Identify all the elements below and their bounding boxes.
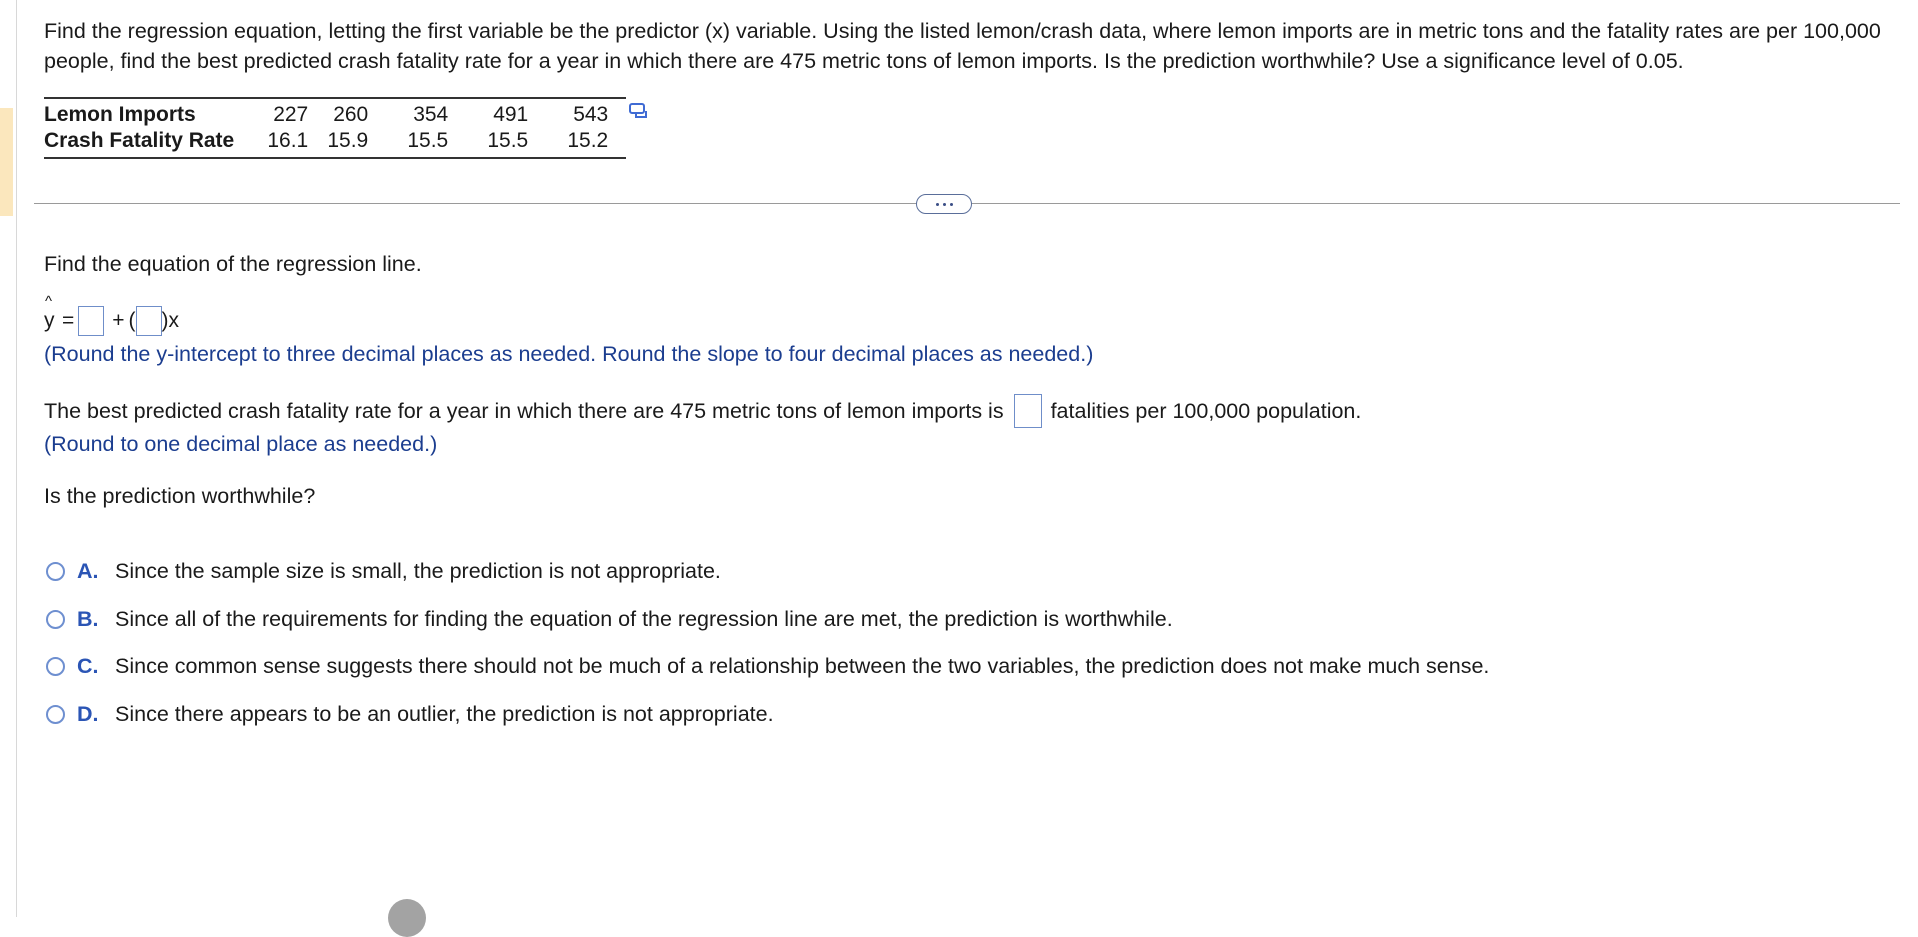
y-letter: y — [44, 309, 55, 332]
option-text: Since the sample size is small, the prediction is not appropriate. — [115, 559, 721, 584]
option-b[interactable] — [46, 596, 1489, 644]
prediction-sentence — [44, 394, 1361, 428]
dot-icon — [943, 203, 946, 206]
table-cell: 16.1 — [252, 128, 308, 158]
option-letter: B. — [77, 606, 99, 631]
equals-sign: = — [62, 309, 75, 332]
option-text: Since all of the requirements for finding the equation of the regression line are met, the prediction is worthwhile. — [115, 606, 1173, 631]
more-dots-button[interactable] — [916, 194, 972, 214]
radio-button[interactable] — [46, 562, 65, 581]
prediction-input[interactable] — [1014, 394, 1042, 428]
radio-button[interactable] — [46, 657, 65, 676]
answer-options — [46, 548, 1489, 738]
part2-rounding-hint: (Round to one decimal place as needed.) — [44, 432, 438, 456]
option-a[interactable] — [46, 548, 1489, 596]
close-paren-x: )x — [161, 309, 180, 332]
table-cell: 15.9 — [308, 128, 368, 158]
row-header: Lemon Imports — [44, 98, 252, 128]
table-cell: 354 — [368, 98, 448, 128]
scroll-indicator — [388, 899, 426, 937]
part3-prompt: Is the prediction worthwhile? — [44, 484, 316, 508]
question-highlight-bar — [0, 108, 13, 216]
radio-button[interactable] — [46, 705, 65, 724]
data-table — [44, 97, 626, 159]
table-cell: 227 — [252, 98, 308, 128]
open-paren: ( — [128, 309, 136, 332]
row-header: Crash Fatality Rate — [44, 128, 252, 158]
table-cell: 15.5 — [368, 128, 448, 158]
table-cell: 260 — [308, 98, 368, 128]
option-letter: D. — [77, 701, 99, 726]
dot-icon — [950, 203, 953, 206]
y-hat-symbol — [44, 293, 58, 333]
table-cell: 543 — [528, 98, 626, 128]
hat-accent: ^ — [45, 293, 53, 310]
radio-button[interactable] — [46, 610, 65, 629]
regression-equation — [44, 293, 180, 339]
part1-rounding-hint: (Round the y-intercept to three decimal places as needed. Round the slope to four decimal places as needed.) — [44, 342, 1094, 366]
table-cell: 15.2 — [528, 128, 626, 158]
option-text: Since there appears to be an outlier, the prediction is not appropriate. — [115, 701, 774, 726]
option-d[interactable] — [46, 691, 1489, 739]
option-letter: C. — [77, 654, 99, 679]
plus-sign: + — [112, 309, 125, 332]
table-cell: 15.5 — [448, 128, 528, 158]
option-letter: A. — [77, 559, 99, 584]
option-text: Since common sense suggests there should not be much of a relationship between the two variables, the prediction does not make much sense. — [115, 654, 1490, 679]
left-border — [16, 0, 17, 917]
prediction-prefix: The best predicted crash fatality rate for a year in which there are 475 metric tons of lemon imports is — [44, 398, 1004, 423]
intercept-input[interactable] — [78, 306, 104, 336]
option-c[interactable] — [46, 643, 1489, 691]
table-row-crash-fatality-rate — [44, 128, 626, 158]
prediction-suffix: fatalities per 100,000 population. — [1050, 398, 1362, 423]
slope-input[interactable] — [136, 306, 162, 336]
dot-icon — [936, 203, 939, 206]
table-cell: 491 — [448, 98, 528, 128]
part1-prompt: Find the equation of the regression line. — [44, 252, 422, 276]
table-row-lemon-imports — [44, 98, 626, 128]
question-text: Find the regression equation, letting the first variable be the predictor (x) variable. Using the listed lemon/crash data, where lemon imports are in metric tons and the fatality rates are per 100,000 people, find the best predicted crash fatality rate for a year in which there are 475 metric tons of lemon imports. Is the prediction worthwhile? Use a significance level of 0.05. — [44, 19, 1881, 73]
copy-table-icon[interactable] — [628, 100, 650, 122]
